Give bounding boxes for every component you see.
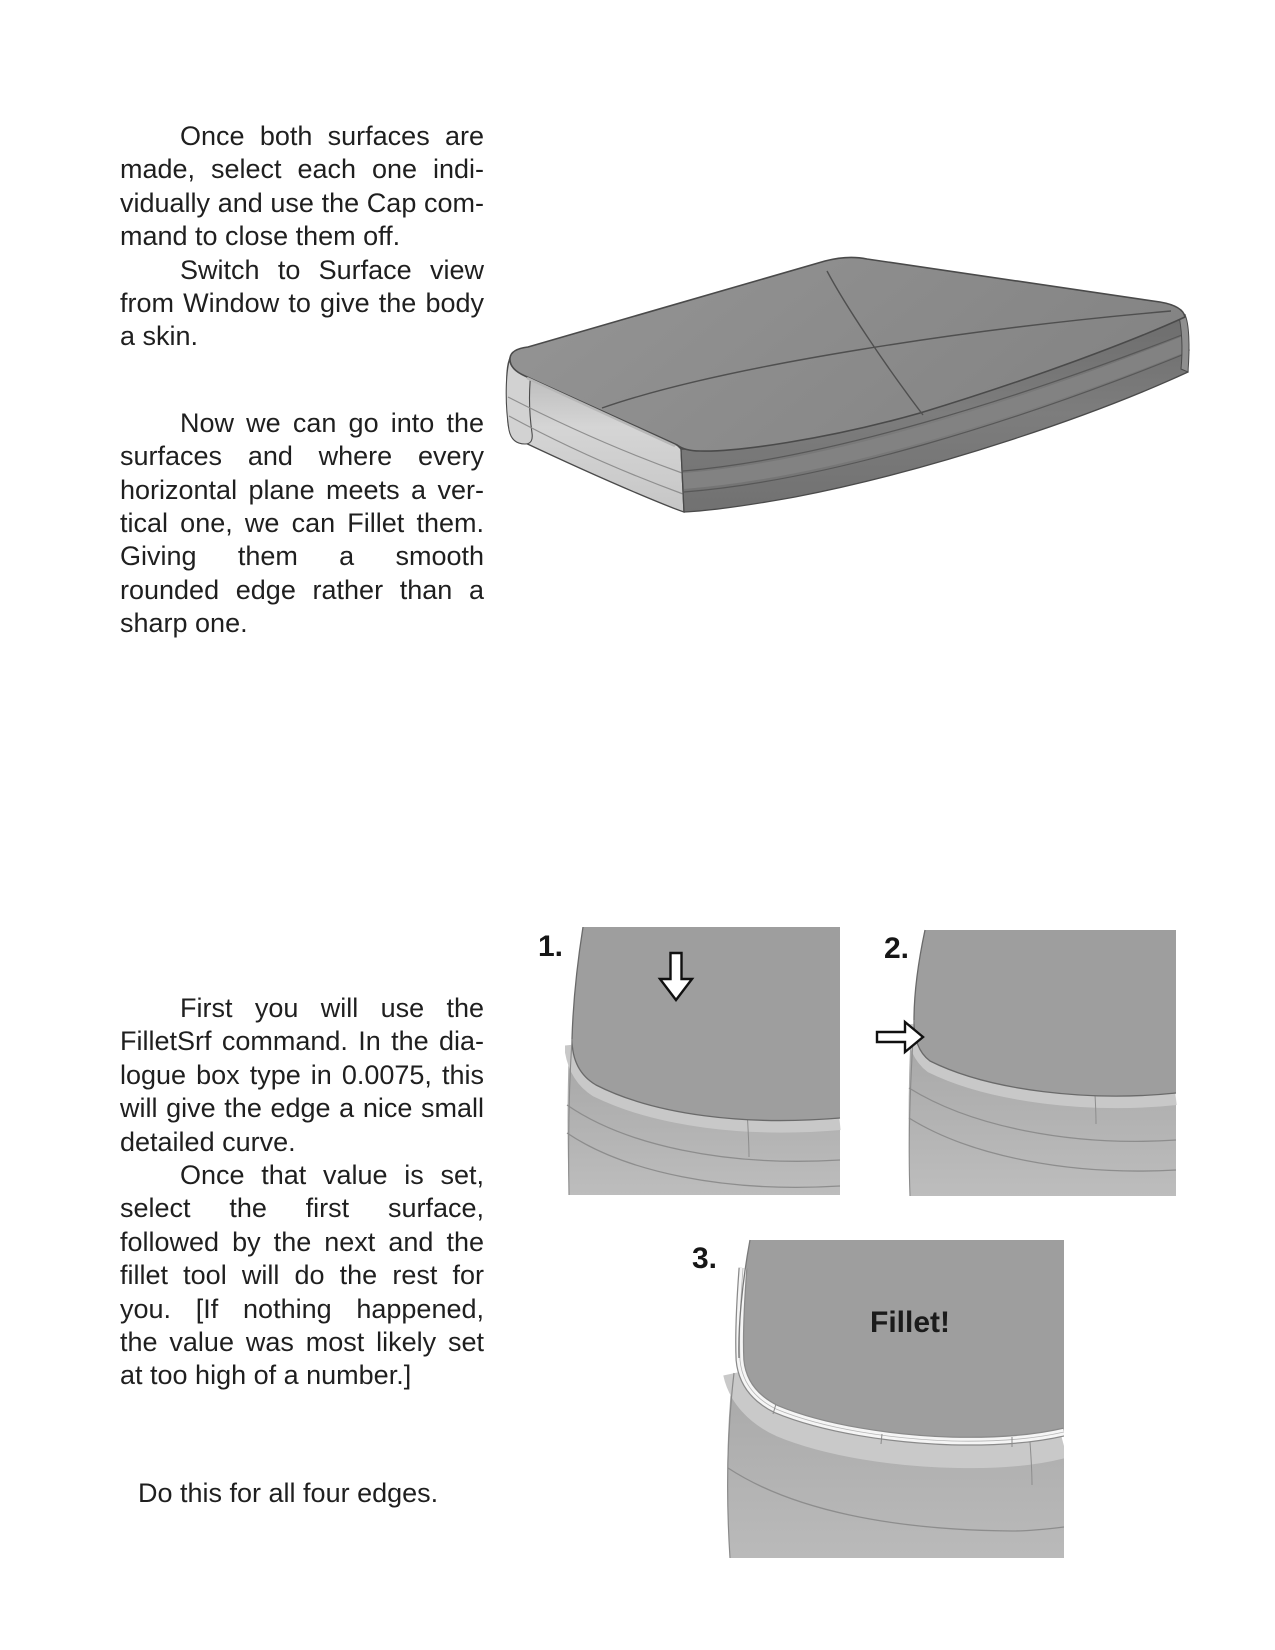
text-line: the value was most likely set [120, 1326, 484, 1357]
text-line: select the first surface, [120, 1193, 484, 1224]
capped-body-render [495, 245, 1195, 520]
text-line: will give the edge a nice small [120, 1093, 484, 1124]
text-line: Giving them a smooth [120, 541, 484, 572]
text-line: FilletSrf command. In the dia- [120, 1026, 484, 1057]
text-line: detailed curve. [120, 1126, 296, 1157]
text-line: horizontal plane meets a ver- [120, 474, 484, 505]
paragraph-fillet-intro [120, 407, 484, 641]
text-line: mand to close them off. [120, 221, 401, 252]
figure-1-label: 1. [538, 930, 564, 963]
corner-figure-2 [870, 928, 1180, 1196]
figure-top-face [572, 927, 840, 1121]
paragraph-cap-command [120, 120, 484, 254]
text-line: Now we can go into the [180, 407, 484, 438]
closing-instruction: Do this for all four edges. [138, 1478, 439, 1508]
text-line: sharp one. [120, 608, 248, 639]
figure-2-label: 2. [884, 932, 910, 965]
text-line: at too high of a number.] [120, 1360, 412, 1391]
corner-figure-3-fillet [712, 1238, 1064, 1558]
paragraph-filletsrf [120, 992, 484, 1159]
text-block-1 [120, 120, 484, 640]
text-line: vidually and use the Cap com- [120, 187, 484, 218]
text-block-2 [120, 992, 484, 1393]
text-line: Once that value is set, [180, 1159, 484, 1190]
text-line: logue box type in 0.0075, this [120, 1059, 484, 1090]
text-line: Switch to Surface view [180, 254, 484, 285]
text-line: you. [If nothing happened, [120, 1293, 484, 1324]
figure-3-label: 3. [692, 1242, 718, 1275]
text-line: fillet tool will do the rest for [120, 1260, 484, 1291]
corner-figure-1 [565, 927, 841, 1195]
text-line: surfaces and where every [120, 441, 484, 472]
text-line: made, select each one indi- [120, 154, 484, 185]
text-line: rounded edge rather than a [120, 574, 484, 605]
text-line: tical one, we can Fillet them. [120, 507, 484, 538]
text-line: First you will use the [180, 993, 484, 1023]
text-line: a skin. [120, 321, 199, 352]
paragraph-value-set [120, 1159, 484, 1393]
fillet-caption: Fillet! [870, 1306, 950, 1339]
text-line: from Window to give the body [120, 287, 484, 318]
paragraph-surface-view [120, 254, 484, 354]
text-line: followed by the next and the [120, 1226, 484, 1257]
text-line: Once both surfaces are [180, 121, 484, 151]
